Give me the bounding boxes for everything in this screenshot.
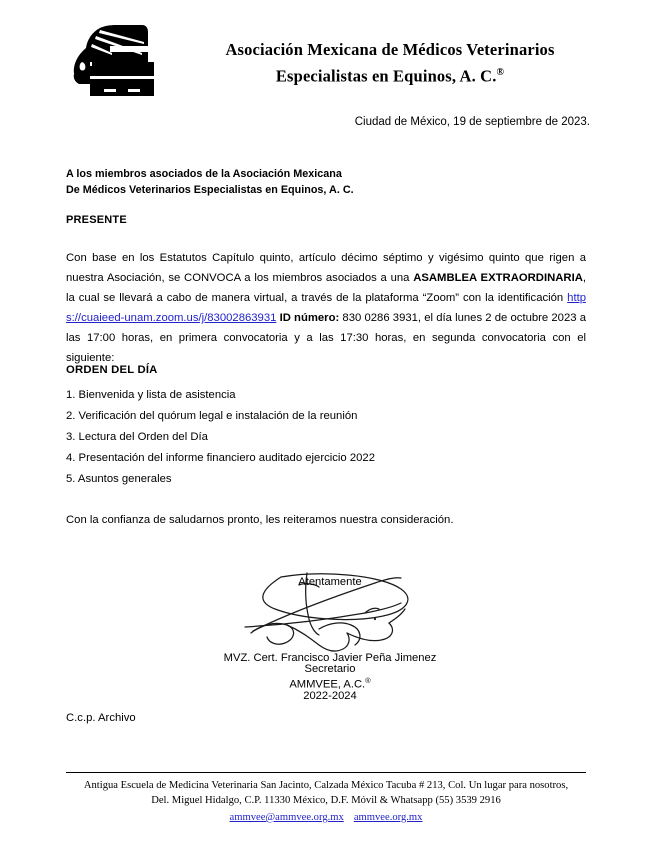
- organization-title-line1: Asociación Mexicana de Médicos Veterinarios: [225, 40, 555, 59]
- ccp-line: C.c.p. Archivo: [66, 712, 136, 724]
- assembly-type-bold: ASAMBLEA EXTRAORDINARIA: [413, 272, 583, 284]
- organization-title: [170, 38, 610, 88]
- organization-title-line2-text: Especialistas en Equinos, A. C.: [275, 66, 497, 86]
- body-paragraph: [66, 248, 586, 368]
- atentamente-label: Atentamente: [298, 576, 362, 588]
- footer-email-link[interactable]: ammvee@ammvee.org.mx: [229, 812, 344, 823]
- signatory-organization-text: AMMVEE, A.C.: [289, 678, 366, 691]
- meeting-id-label: ID número:: [276, 312, 340, 324]
- body-part-3: 830 0286 3931, el día lunes 2 de octubre 2023 a las 17:00 horas, en primera convocatoria y a las 17:30 horas, en segunda convocatoria con el siguiente:: [66, 312, 586, 364]
- handwritten-signature: [175, 583, 485, 655]
- horse-head-ammvee-logo: [66, 22, 162, 100]
- agenda-title: ORDEN DEL DÍA: [66, 364, 158, 376]
- signatory-role: Secretario: [304, 663, 356, 675]
- addressee-line-1: A los miembros asociados de la Asociación Mexicana: [66, 168, 342, 180]
- signatory-name: MVZ. Cert. Francisco Javier Peña Jimenez: [223, 652, 437, 664]
- salutation-presente: PRESENTE: [66, 214, 127, 226]
- date-line: Ciudad de México, 19 de septiembre de 2023.: [354, 116, 590, 128]
- footer-divider: [66, 772, 586, 773]
- body-part-2: , la cual se llevará a cabo de manera virtual, a través de la plataforma “Zoom” con la identificación: [66, 272, 587, 304]
- document-header: [0, 14, 650, 106]
- signature-block: [175, 575, 485, 704]
- signatory-period: 2022-2024: [303, 689, 357, 702]
- agenda-item: 3. Lectura del Orden del Día: [66, 431, 208, 443]
- agenda-list: [66, 385, 586, 490]
- closing-paragraph: Con la confianza de saludarnos pronto, les reiteramos nuestra consideración.: [66, 514, 454, 526]
- document-footer: [66, 772, 586, 825]
- agenda-item: 2. Verificación del quórum legal e instalación de la reunión: [66, 410, 358, 422]
- organization-title-line2: [170, 61, 610, 88]
- body-part-1: Con base en los Estatutos Capítulo quinto, artículo décimo séptimo y vigésimo quinto que rigen a nuestra Asociación, se CONVOCA a los miembros asociados a una: [66, 252, 586, 284]
- footer-address-line-1: Antigua Escuela de Medicina Veterinaria San Jacinto, Calzada México Tacuba # 213, Col. Un lugar para nosotros,: [83, 780, 569, 791]
- addressee-block: [66, 167, 586, 198]
- registered-trademark-icon: ®: [496, 67, 505, 78]
- footer-address-line-2: Del. Miguel Hidalgo, C.P. 11330 México, D.F. Móvil & Whatsapp (55) 3539 2916: [151, 795, 501, 806]
- agenda-item: 1. Bienvenida y lista de asistencia: [66, 389, 236, 401]
- addressee-line-2: De Médicos Veterinarios Especialistas en Equinos, A. C.: [66, 183, 354, 196]
- registered-trademark-icon: ®: [365, 676, 371, 685]
- agenda-item: 5. Asuntos generales: [66, 473, 172, 485]
- zoom-meeting-link[interactable]: https://cuaieed-unam.zoom.us/j/83002863931: [66, 292, 586, 324]
- agenda-item: 4. Presentación del informe financiero auditado ejercicio 2022: [66, 452, 375, 464]
- footer-links: [66, 810, 586, 825]
- footer-website-link[interactable]: ammvee.org.mx: [353, 812, 423, 823]
